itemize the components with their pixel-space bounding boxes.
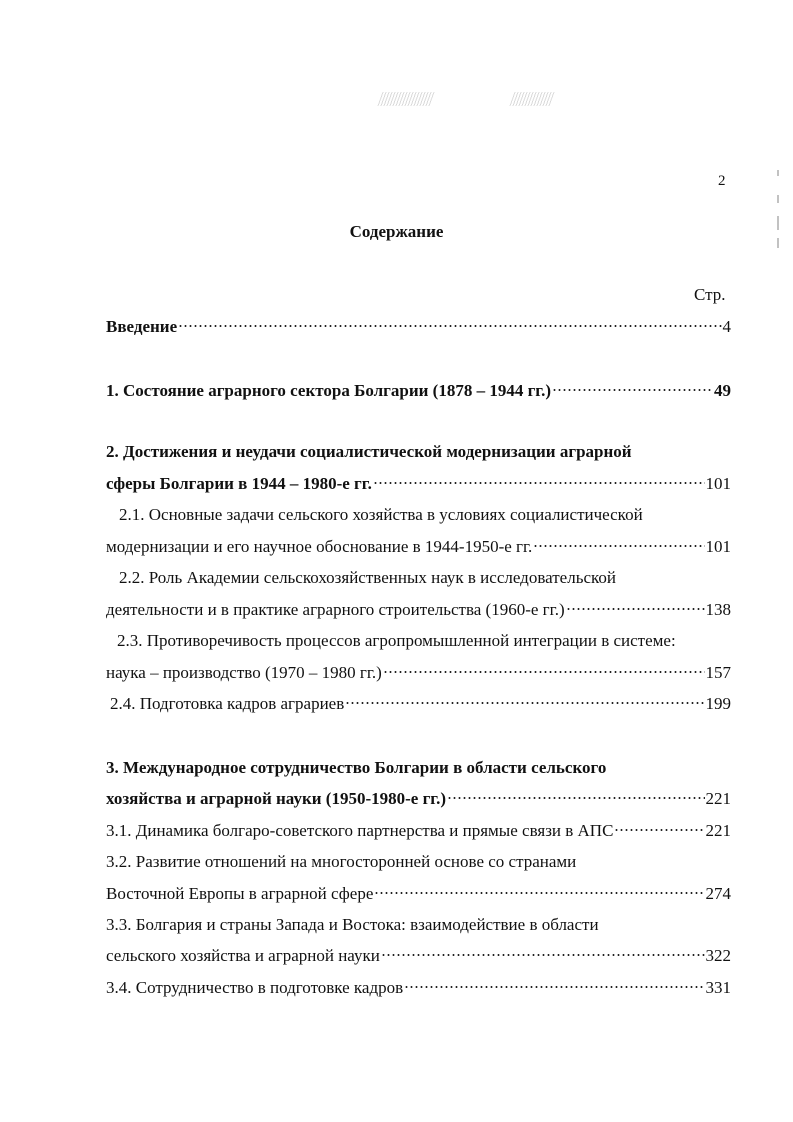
- scan-artifact: [777, 170, 779, 176]
- toc-entry[interactable]: [119, 503, 731, 527]
- toc-entry-text: сферы Болгарии в 1944 – 1980-е гг.: [106, 474, 372, 493]
- toc-entry-text: 2. Достижения и неудачи социалистической модернизации аграрной: [106, 442, 632, 461]
- toc-entry[interactable]: [106, 882, 731, 906]
- toc-entry-text: 2.4. Подготовка кадров аграриев: [110, 694, 345, 713]
- toc-entry[interactable]: [110, 692, 731, 716]
- toc-entry[interactable]: [106, 819, 731, 843]
- dot-leader: [552, 388, 713, 392]
- toc-entry[interactable]: [106, 787, 731, 811]
- toc-entry-page: 199: [705, 694, 731, 713]
- toc-entry[interactable]: [106, 535, 731, 559]
- toc-entry-page: 101: [705, 474, 731, 493]
- toc-entry-text: 1. Состояние аграрного сектора Болгарии (1878 – 1944 гг.): [106, 381, 552, 400]
- dot-leader: [404, 985, 704, 989]
- toc-entry-page: 138: [705, 600, 731, 619]
- toc-entry-page: 157: [705, 663, 731, 682]
- toc-entry-text: 2.1. Основные задачи сельского хозяйства в условиях социалистической: [119, 505, 643, 524]
- toc-entry[interactable]: [106, 913, 731, 937]
- toc-entry[interactable]: [117, 629, 731, 653]
- page-number: 2: [718, 173, 726, 189]
- toc-entry-page: 322: [705, 946, 731, 965]
- toc-entry[interactable]: [106, 944, 731, 968]
- dot-leader: [566, 607, 705, 611]
- toc-entry[interactable]: [106, 379, 731, 403]
- dot-leader: [383, 670, 705, 674]
- toc-entry-text: 3.3. Болгария и страны Запада и Востока: взаимодействие в области: [106, 915, 599, 934]
- page-title: Содержание: [349, 222, 444, 241]
- toc-entry[interactable]: [106, 850, 731, 874]
- scan-artifact: [777, 195, 779, 203]
- toc-entry[interactable]: [106, 440, 731, 464]
- dot-leader: [374, 891, 704, 895]
- dot-leader: [373, 481, 705, 485]
- toc-entry-page: 221: [705, 821, 731, 840]
- toc-entry-text: 3.4. Сотрудничество в подготовке кадров: [106, 978, 404, 997]
- toc-entry-text: деятельности и в практике аграрного строительства (1960-е гг.): [106, 600, 565, 619]
- dot-leader: [614, 828, 704, 832]
- toc-entry-text: 2.2. Роль Академии сельскохозяйственных наук в исследовательской: [119, 568, 616, 587]
- toc-entry-text: 2.3. Противоречивость процессов агропромышленной интеграции в системе:: [117, 631, 676, 650]
- scan-artifact: [377, 92, 434, 106]
- toc-entry-page: 331: [705, 978, 731, 997]
- toc-entry-text: 3.2. Развитие отношений на многосторонней основе со странами: [106, 852, 577, 871]
- toc-entry-text: сельского хозяйства и аграрной науки: [106, 946, 380, 965]
- toc-entry-text: 3. Международное сотрудничество Болгарии в области сельского: [106, 758, 607, 777]
- toc-entry-text: Введение: [106, 317, 178, 336]
- dot-leader: [533, 544, 704, 548]
- toc-entry-text: хозяйства и аграрной науки (1950-1980-е гг.): [106, 789, 446, 808]
- toc-entry-text: Восточной Европы в аграрной сфере: [106, 884, 374, 903]
- toc-entry[interactable]: [106, 976, 731, 1000]
- toc-entry-page: 49: [714, 381, 731, 400]
- toc-entry-text: 3.1. Динамика болгаро-советского партнерства и прямые связи в АПС: [106, 821, 614, 840]
- toc-entry-page: 4: [722, 317, 731, 336]
- dot-leader: [345, 701, 704, 705]
- toc-entry[interactable]: [106, 472, 731, 496]
- toc-entry-text: наука – производство (1970 – 1980 гг.): [106, 663, 382, 682]
- toc-entry[interactable]: [106, 756, 731, 780]
- toc-entry-page: 274: [705, 884, 731, 903]
- toc-entry[interactable]: [119, 566, 731, 590]
- toc-entry[interactable]: [106, 315, 731, 339]
- dot-leader: [178, 324, 721, 328]
- page-column-label: Стр.: [694, 285, 726, 304]
- toc-entry[interactable]: [106, 661, 731, 685]
- toc-entry-text: модернизации и его научное обоснование в 1944-1950-е гг.: [106, 537, 533, 556]
- toc-entry[interactable]: [106, 598, 731, 622]
- toc-entry-page: 221: [705, 789, 731, 808]
- dot-leader: [447, 796, 705, 800]
- dot-leader: [381, 953, 705, 957]
- toc-entry-page: 101: [705, 537, 731, 556]
- scan-artifact: [509, 92, 554, 106]
